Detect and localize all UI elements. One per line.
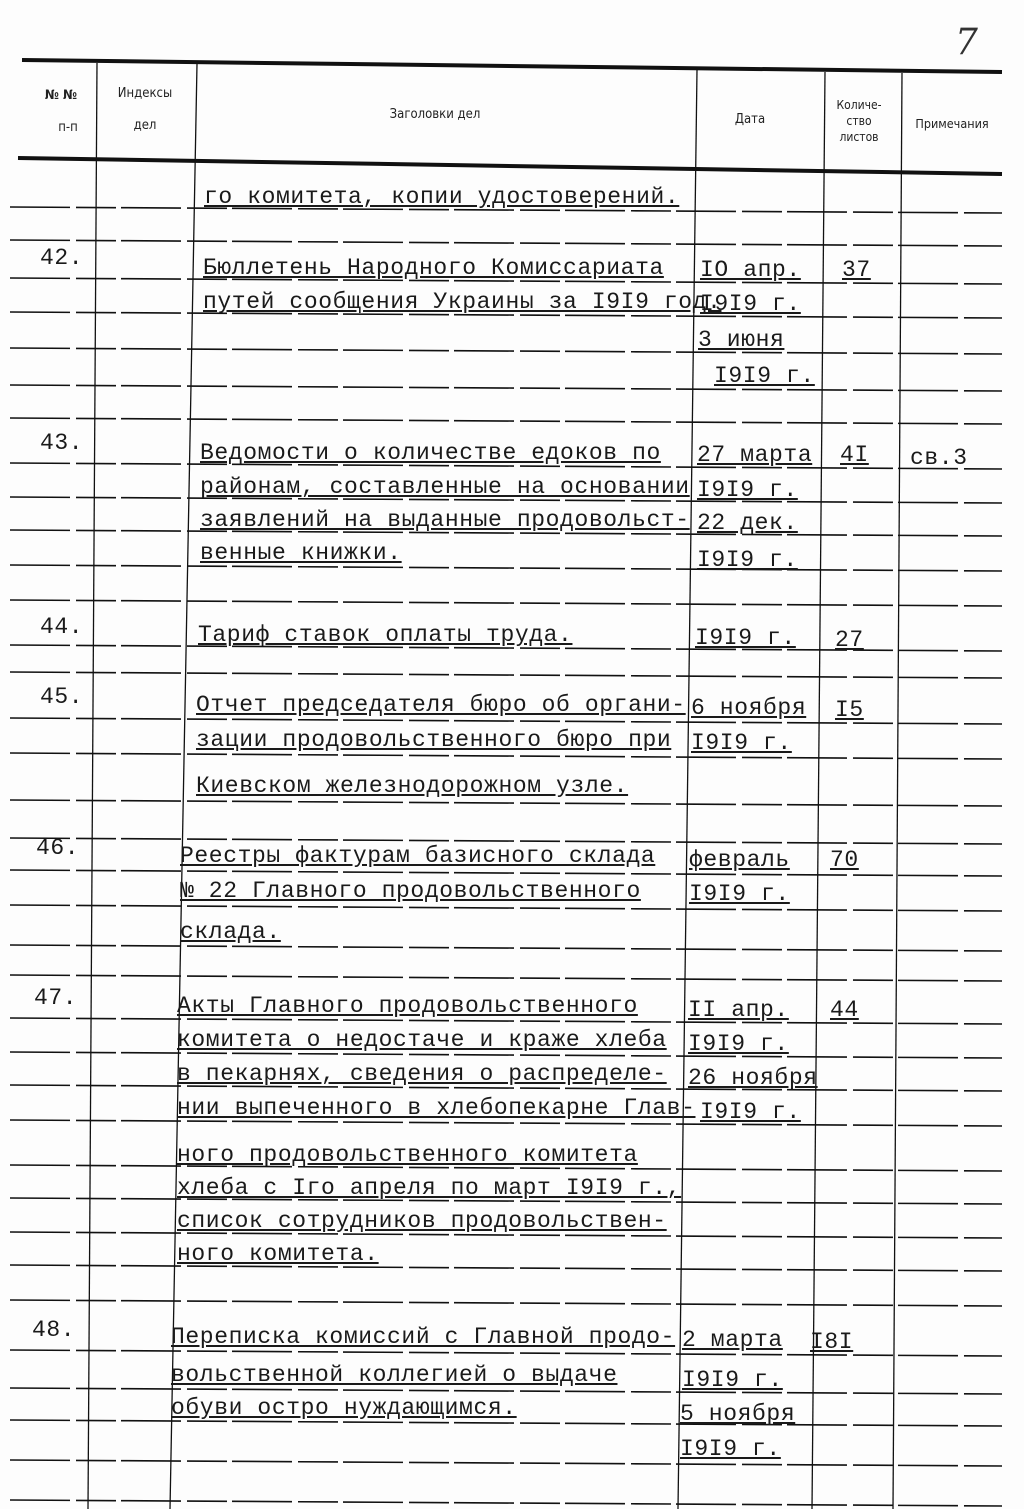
row-rule <box>10 348 1002 354</box>
column-rule <box>170 64 197 1509</box>
entry-note: св.3 <box>910 445 968 471</box>
header-sheets-3: листов <box>839 130 879 144</box>
entry-title-line: ного продовольственного комитета <box>177 1142 638 1168</box>
entry-date-line: I9I9 г. <box>700 291 801 317</box>
entry-title-line: Ведомости о количестве едоков по <box>200 440 661 466</box>
row-rule <box>10 800 1002 806</box>
entry-title-line: районам, составленные на основании <box>200 474 690 500</box>
entry-date-line: I9I9 г. <box>700 1099 801 1125</box>
entry-date-line: I9I9 г. <box>697 477 798 503</box>
entry-date-line: I9I9 г. <box>680 1436 781 1462</box>
entry-number: 48. <box>32 1317 76 1343</box>
entry-date-line: 2 марта <box>682 1327 783 1353</box>
entry-title-line: венные книжки. <box>200 540 402 566</box>
entry-title-line: ного комитета. <box>177 1241 379 1267</box>
row-rule <box>10 1500 1002 1506</box>
entry-date-line: 26 ноября <box>688 1065 818 1091</box>
entry-date-line: февраль <box>689 847 790 873</box>
entry-sheets-count: 4I <box>840 442 869 468</box>
row-rule <box>10 418 1002 424</box>
entry-title-line: обуви остро нуждающимся. <box>171 1395 517 1421</box>
entry-sheets-count: 27 <box>835 627 864 653</box>
entry-number: 43. <box>40 430 84 456</box>
header-index-1: Индексы <box>117 86 173 101</box>
row-rule <box>10 1265 1002 1271</box>
header-bottom-rule <box>18 158 1002 174</box>
entry-title-line: Бюллетень Народного Комиссариата <box>203 255 664 281</box>
entry-date-line: I9I9 г. <box>689 881 790 907</box>
column-rule <box>678 70 697 1509</box>
row-rule <box>10 1460 1002 1466</box>
entry-sheets-count: 44 <box>830 997 859 1023</box>
row-rule <box>10 240 1002 246</box>
row-rule <box>10 565 1002 571</box>
entry-title-line: заявлений на выданные продовольст- <box>200 507 690 533</box>
entry-title-line: зации продовольственного бюро при <box>196 727 672 753</box>
header-notes: Примечания <box>915 116 989 131</box>
entry-title-line: Акты Главного продовольственного <box>177 993 638 1019</box>
entry-date-line: 22 дек. <box>697 510 798 536</box>
entry-title-line: № 22 Главного продовольственного <box>180 878 641 904</box>
row-rule <box>10 905 1002 911</box>
entry-number: 42. <box>40 245 84 271</box>
header-index-2: дел <box>133 118 157 133</box>
entry-number: 44. <box>40 614 84 640</box>
column-rule <box>893 73 902 1509</box>
header-top-rule <box>22 60 1002 72</box>
entry-date-line: II апр. <box>688 997 789 1023</box>
header-num-1: № № <box>44 88 78 103</box>
entry-date-line: I9I9 г. <box>697 547 798 573</box>
entry-title-line: в пекарнях, сведения о распределе- <box>177 1061 667 1087</box>
entry-title-line: Реестры фактурам базисного склада <box>180 843 656 869</box>
entry-number: 45. <box>40 684 84 710</box>
entry-date-line: 27 марта <box>697 442 813 468</box>
entry-title-line: Отчет председателя бюро об органи- <box>196 692 686 718</box>
row-rule <box>10 385 1002 391</box>
entry-title-line: склада. <box>180 919 281 945</box>
entry-title-line: нии выпеченного в хлебопекарне Глав- <box>177 1095 696 1121</box>
entry-title-line: комитета о недостаче и краже хлеба <box>177 1027 667 1053</box>
header-num-2: п-п <box>58 120 78 135</box>
row-rule <box>10 945 1002 951</box>
row-rule <box>10 672 1002 678</box>
entry-number: 47. <box>34 985 78 1011</box>
page-number: 7 <box>955 22 978 63</box>
entry-date-line: I9I9 г. <box>695 625 796 651</box>
row-rule <box>10 1300 1002 1306</box>
entry-title-line: Тариф ставок оплаты труда. <box>198 622 573 648</box>
entry-title-line: хлеба с Iго апреля по март I9I9 г., <box>177 1175 682 1201</box>
header-date: Дата <box>734 112 766 127</box>
entry-date-line: 6 ноября <box>691 695 807 721</box>
entry-date-line: 5 ноября <box>680 1401 796 1427</box>
entry-date-line: I9I9 г. <box>714 363 815 389</box>
column-rule <box>88 63 97 1509</box>
header-sheets-1: Количе- <box>836 98 882 112</box>
entry-date-line: I9I9 г. <box>691 730 792 756</box>
entry-date-line: IO апр. <box>700 257 801 283</box>
row-rule <box>10 600 1002 606</box>
entry-sheets-count: 70 <box>830 847 859 873</box>
entry-sheets-count: 37 <box>842 257 871 283</box>
entry-title-line: вольственной коллегией о выдаче <box>171 1362 618 1388</box>
header-sheets-2: ство <box>846 114 872 128</box>
entry-sheets-count: I8I <box>810 1329 854 1355</box>
entry-sheets-count: I5 <box>835 697 864 723</box>
row-rule <box>10 975 1002 981</box>
continuation-line: го комитета, копии удостоверений. <box>204 184 680 210</box>
entry-title-line: путей сообщения Украины за I9I9 год. <box>203 289 722 315</box>
entry-date-line: I9I9 г. <box>682 1367 783 1393</box>
entry-title-line: Переписка комиссий с Главной продо- <box>171 1324 676 1350</box>
header-title: Заголовки дел <box>389 107 481 122</box>
entry-number: 46. <box>36 835 80 861</box>
entry-date-line: I9I9 г. <box>688 1031 789 1057</box>
entry-title-line: Киевском железнодорожном узле. <box>196 773 629 799</box>
column-rule <box>812 72 825 1509</box>
entry-title-line: список сотрудников продовольствен- <box>177 1208 667 1234</box>
entry-date-line: 3 июня <box>698 327 785 353</box>
